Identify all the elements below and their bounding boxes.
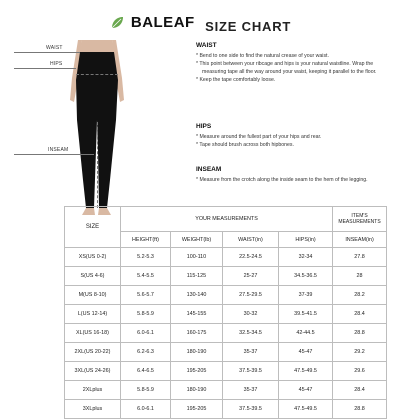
- size-table-wrapper: [64, 206, 386, 419]
- hips-label: HIPS: [50, 61, 63, 67]
- table-cell-inseam: 28.2: [333, 286, 387, 305]
- column-header: WEIGHT(lb): [171, 232, 223, 248]
- model-figure: [0, 40, 190, 216]
- item-measurements-header: ITEM'S MEASUREMENTS: [333, 207, 387, 232]
- inseam-pointer-line: [14, 154, 94, 155]
- table-cell-hips: 45-47: [279, 343, 333, 362]
- table-cell-size: 3XL(US 24-26): [65, 362, 121, 381]
- column-header: HIPS(in): [279, 232, 333, 248]
- table-cell-inseam: 29.2: [333, 343, 387, 362]
- list-item: * Tape should brush across both hipbones.: [196, 142, 294, 148]
- table-cell-hips: 34.5-36.5: [279, 267, 333, 286]
- table-cell-hips: 32-34: [279, 248, 333, 267]
- table-cell-hips: 47.5-49.5: [279, 362, 333, 381]
- table-cell-size: 3XLplus: [65, 400, 121, 419]
- table-cell-waist: 32.5-34.5: [223, 324, 279, 343]
- table-cell-height: 5.6-5.7: [121, 286, 171, 305]
- table-cell-height: 5.2-5.3: [121, 248, 171, 267]
- inseam-instruction-list: [196, 176, 396, 184]
- hips-instructions: [196, 123, 396, 155]
- table-cell-hips: 42-44.5: [279, 324, 333, 343]
- table-row: [65, 343, 387, 362]
- hips-measure-band: [76, 74, 118, 75]
- list-item: * Keep the tape comfortably loose.: [196, 77, 276, 83]
- table-row: [65, 267, 387, 286]
- table-cell-waist: 35-37: [223, 343, 279, 362]
- table-row: [65, 286, 387, 305]
- table-header-row: [65, 207, 387, 232]
- table-cell-hips: 37-39: [279, 286, 333, 305]
- column-header: WAIST(in): [223, 232, 279, 248]
- table-cell-waist: 35-37: [223, 381, 279, 400]
- table-cell-inseam: 29.6: [333, 362, 387, 381]
- table-cell-weight: 145-155: [171, 305, 223, 324]
- table-cell-waist: 37.5-39.5: [223, 400, 279, 419]
- table-cell-size: 2XLplus: [65, 381, 121, 400]
- inseam-guide-line: [97, 122, 98, 208]
- size-column-header: SIZE: [65, 207, 121, 248]
- list-item: * Measure around the fullest part of your hips and rear.: [196, 134, 322, 140]
- table-cell-waist: 30-32: [223, 305, 279, 324]
- hips-heading: HIPS: [196, 123, 212, 130]
- table-cell-inseam: 28: [333, 267, 387, 286]
- table-cell-weight: 115-125: [171, 267, 223, 286]
- column-header: INSEAM(in): [333, 232, 387, 248]
- table-cell-size: XS(US 0-2): [65, 248, 121, 267]
- table-cell-weight: 130-140: [171, 286, 223, 305]
- list-item: * Measure from the crotch along the inside seam to the hem of the legging.: [196, 177, 368, 183]
- table-cell-hips: 45-47: [279, 381, 333, 400]
- table-cell-size: S(US 4-6): [65, 267, 121, 286]
- waist-guide-line: [14, 52, 80, 53]
- table-row: [65, 324, 387, 343]
- size-table-body: [65, 248, 387, 419]
- table-cell-height: 5.8-5.9: [121, 305, 171, 324]
- table-row: [65, 362, 387, 381]
- model-illustration: [0, 40, 190, 216]
- waist-heading: WAIST: [196, 42, 217, 49]
- table-cell-hips: 39.5-41.5: [279, 305, 333, 324]
- page-title: SIZE CHART: [205, 18, 292, 34]
- table-cell-inseam: 28.4: [333, 381, 387, 400]
- table-cell-weight: 195-205: [171, 400, 223, 419]
- brand-name: BALEAF: [130, 14, 195, 31]
- table-cell-weight: 160-175: [171, 324, 223, 343]
- table-cell-size: M(US 8-10): [65, 286, 121, 305]
- table-cell-weight: 180-190: [171, 381, 223, 400]
- brand-lockup: [109, 14, 195, 31]
- table-row: [65, 248, 387, 267]
- table-cell-waist: 22.5-24.5: [223, 248, 279, 267]
- your-measurements-header: YOUR MEASUREMENTS: [121, 207, 333, 232]
- table-row: [65, 305, 387, 324]
- table-cell-waist: 25-27: [223, 267, 279, 286]
- table-cell-inseam: 28.8: [333, 324, 387, 343]
- table-cell-size: XL(US 16-18): [65, 324, 121, 343]
- column-header: HEIGHT(ft): [121, 232, 171, 248]
- table-cell-height: 6.0-6.1: [121, 400, 171, 419]
- table-cell-height: 6.0-6.1: [121, 324, 171, 343]
- table-cell-waist: 37.5-39.5: [223, 362, 279, 381]
- size-table: [64, 206, 387, 419]
- table-cell-inseam: 27.8: [333, 248, 387, 267]
- hips-guide-line: [14, 68, 76, 69]
- waist-label: WAIST: [46, 45, 63, 51]
- table-cell-weight: 180-190: [171, 343, 223, 362]
- table-cell-height: 6.2-6.3: [121, 343, 171, 362]
- table-cell-size: 2XL(US 20-22): [65, 343, 121, 362]
- baleaf-leaf-logo-icon: [109, 15, 125, 31]
- waist-instructions: [196, 42, 396, 90]
- table-row: [65, 400, 387, 419]
- table-cell-inseam: 28.8: [333, 400, 387, 419]
- waist-instruction-list: [196, 52, 396, 84]
- table-cell-hips: 47.5-49.5: [279, 400, 333, 419]
- table-cell-weight: 195-205: [171, 362, 223, 381]
- inseam-label: INSEAM: [48, 147, 69, 153]
- page-header: [0, 14, 400, 36]
- table-row: [65, 381, 387, 400]
- list-item: * Bend to one side to find the natural crease of your waist.: [196, 53, 329, 59]
- table-cell-height: 5.8-5.9: [121, 381, 171, 400]
- inseam-heading: INSEAM: [196, 166, 222, 173]
- table-cell-size: L(US 12-14): [65, 305, 121, 324]
- hips-instruction-list: [196, 133, 396, 149]
- table-cell-height: 5.4-5.5: [121, 267, 171, 286]
- table-cell-waist: 27.5-29.5: [223, 286, 279, 305]
- list-item: * This point between your ribcage and hips is your natural waistline. Wrap the measuring tape all the way around your waist, keeping it parallel to the floor.: [196, 61, 377, 75]
- table-cell-inseam: 28.4: [333, 305, 387, 324]
- table-cell-weight: 100-110: [171, 248, 223, 267]
- inseam-instructions: [196, 166, 396, 190]
- table-cell-height: 6.4-6.5: [121, 362, 171, 381]
